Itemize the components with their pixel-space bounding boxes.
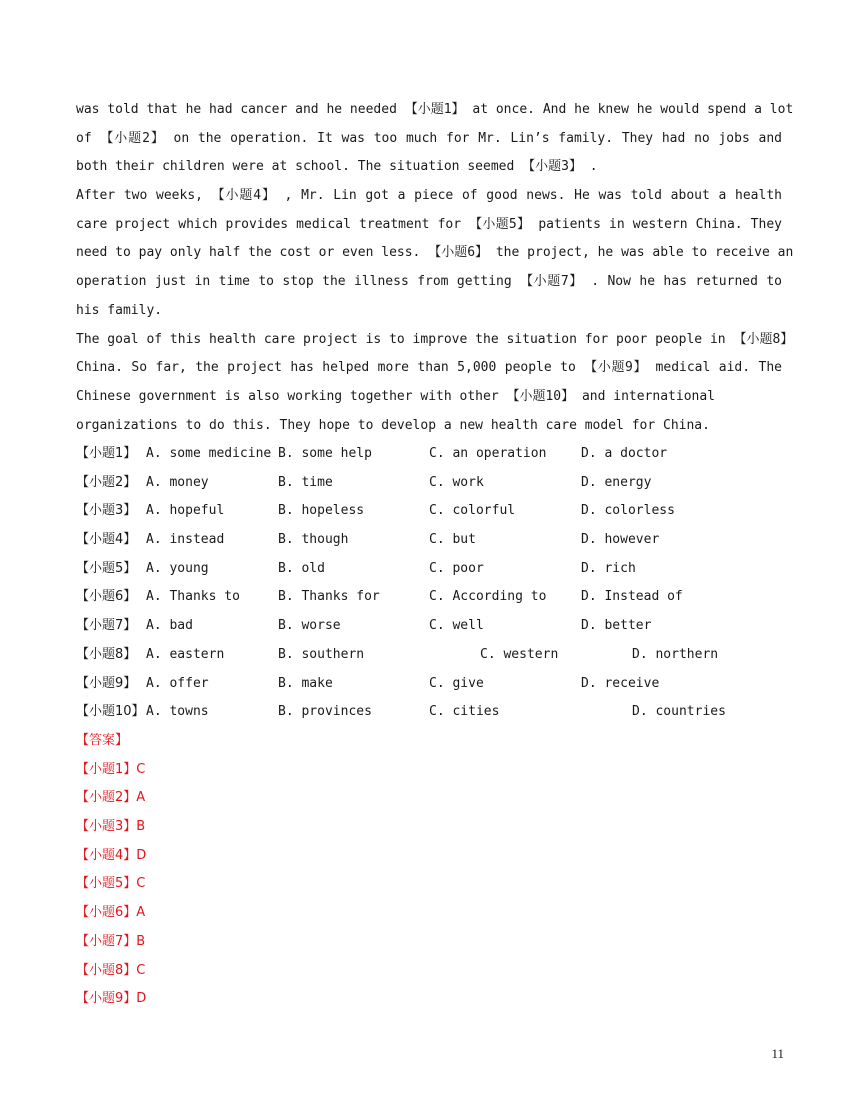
option-d: D. a doctor (581, 446, 668, 461)
option-a: A. Thanks to (146, 589, 240, 605)
option-c: C. poor (429, 560, 484, 576)
option-d: D. better (581, 618, 652, 634)
option-a: A. instead (146, 532, 225, 548)
question-row (76, 526, 782, 555)
answer-item: 【小题9】D (76, 991, 147, 1007)
option-a: A. offer (146, 675, 209, 691)
option-b: B. some help (278, 446, 372, 461)
cloze-passage (76, 96, 794, 440)
passage-line: After two weeks, 【小题4】 , Mr. Lin got a piece of good news. He was told about a health (76, 188, 782, 204)
option-d: D. northern (632, 646, 719, 662)
question-row (76, 497, 782, 526)
question-number: 【小题10】 (76, 704, 145, 720)
question-row (76, 555, 782, 584)
option-d: D. energy (581, 474, 652, 490)
option-d: D. countries (632, 704, 726, 720)
option-b: B. hopeless (278, 503, 365, 519)
answer-item: 【小题4】D (76, 847, 147, 863)
question-number: 【小题8】 (76, 646, 137, 662)
question-number: 【小题7】 (76, 618, 137, 634)
passage-line: both their children were at school. The situation seemed 【小题3】 . (76, 159, 598, 175)
question-row (76, 583, 782, 612)
option-d: D. Instead of (581, 589, 683, 605)
option-a: A. eastern (146, 646, 225, 662)
question-number: 【小题9】 (76, 675, 137, 691)
option-b: B. worse (278, 618, 341, 634)
answer-item: 【小题7】B (76, 933, 146, 949)
passage-line: organizations to do this. They hope to develop a new health care model for China. (76, 417, 710, 433)
option-c: C. western (480, 646, 559, 662)
passage-line: was told that he had cancer and he needed 【小题1】 at once. And he knew he would spend a lot (76, 102, 794, 117)
answer-item: 【小题2】A (76, 790, 146, 806)
answer-item: 【小题8】C (76, 962, 146, 978)
answer-heading: 【答案】 (76, 733, 129, 748)
option-c: C. an operation (429, 446, 547, 461)
option-b: B. old (278, 560, 325, 576)
option-a: A. young (146, 560, 209, 576)
passage-line: The goal of this health care project is to improve the situation for poor people in 【小题8】 (76, 331, 794, 347)
question-number: 【小题5】 (76, 560, 137, 576)
passage-line: operation just in time to stop the illness from getting 【小题7】 . Now he has returned to (76, 274, 782, 290)
option-b: B. time (278, 474, 333, 490)
answer-item: 【小题6】A (76, 905, 146, 921)
page-number: 11 (771, 1046, 784, 1061)
option-c: C. According to (429, 589, 547, 605)
question-row (76, 698, 782, 727)
passage-line: China. So far, the project has helped more than 5,000 people to 【小题9】 medical aid. The (76, 360, 782, 376)
option-c: C. give (429, 675, 484, 691)
option-a: A. some medicine (146, 446, 272, 461)
option-c: C. well (429, 618, 484, 634)
option-c: C. colorful (429, 503, 516, 519)
option-c: C. but (429, 532, 476, 548)
option-b: B. provinces (278, 704, 372, 720)
question-number: 【小题1】 (76, 446, 137, 461)
question-row (76, 440, 782, 469)
passage-line: need to pay only half the cost or even less. 【小题6】 the project, he was able to receive an (76, 245, 794, 261)
option-b: B. though (278, 532, 349, 548)
passage-line: care project which provides medical treatment for 【小题5】 patients in western China. They (76, 216, 782, 232)
answer-item: 【小题5】C (76, 876, 146, 892)
answer-item: 【小题3】B (76, 819, 146, 835)
option-c: C. cities (429, 704, 500, 720)
option-a: A. bad (146, 618, 193, 634)
option-d: D. receive (581, 675, 660, 691)
option-a: A. money (146, 474, 209, 490)
option-d: D. however (581, 532, 660, 548)
question-row (76, 469, 782, 498)
question-number: 【小题4】 (76, 532, 137, 548)
passage-line: of 【小题2】 on the operation. It was too much for Mr. Lin’s family. They had no jobs and (76, 130, 782, 146)
option-a: A. towns (146, 704, 209, 720)
question-number: 【小题3】 (76, 503, 137, 519)
answer-section (76, 727, 376, 1014)
option-b: B. make (278, 675, 333, 691)
passage-line: Chinese government is also working together with other 【小题10】 and international (76, 388, 715, 404)
question-number: 【小题6】 (76, 589, 137, 605)
question-row (76, 641, 782, 670)
option-b: B. southern (278, 646, 365, 662)
option-d: D. rich (581, 560, 636, 576)
answer-item: 【小题1】C (76, 761, 146, 777)
question-row (76, 670, 782, 699)
option-b: B. Thanks for (278, 589, 380, 605)
option-d: D. colorless (581, 503, 675, 519)
option-a: A. hopeful (146, 503, 225, 519)
question-number: 【小题2】 (76, 474, 137, 490)
question-options (76, 440, 782, 727)
passage-line: his family. (76, 302, 163, 318)
option-c: C. work (429, 474, 484, 490)
question-row (76, 612, 782, 641)
